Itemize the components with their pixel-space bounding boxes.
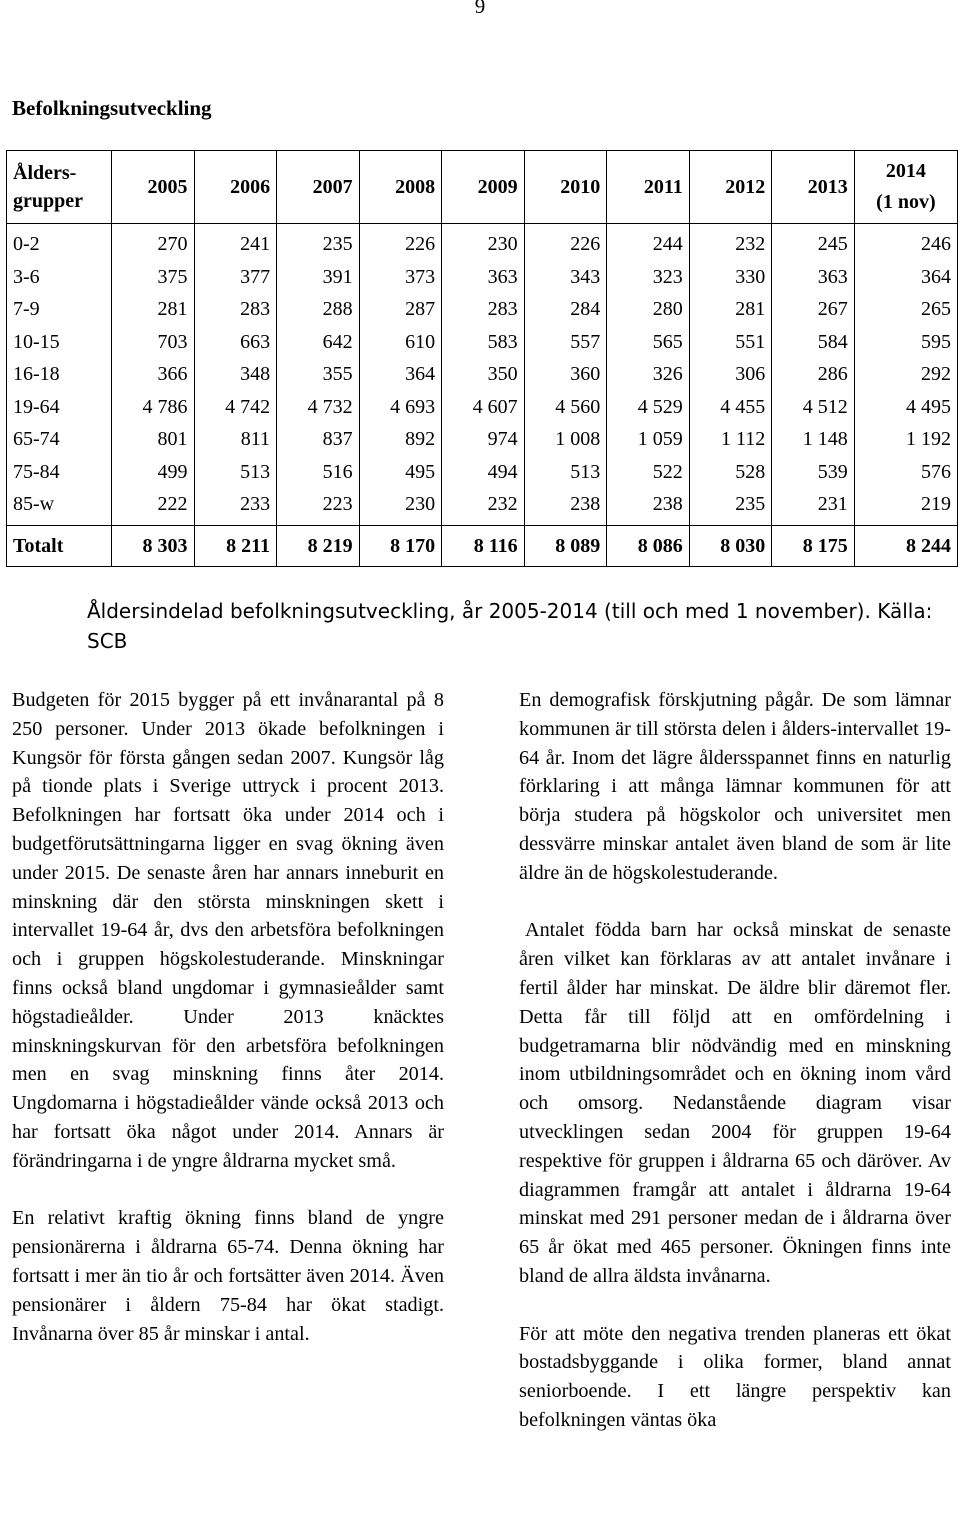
total-row: [7, 525, 958, 566]
age-group-cell: 85-w: [7, 488, 112, 525]
right-paragraph-3: För att möte den negativa trenden planeras ett ökat bostadsbyggande i olika former, bland annat seniorboende. I ett längre perspektiv kan befolkningen väntas öka: [519, 1322, 951, 1431]
value-cell: 837: [277, 423, 360, 456]
value-cell: 1 148: [772, 423, 855, 456]
total-value-cell: 8 170: [359, 525, 442, 566]
value-cell: 4 742: [194, 391, 277, 424]
value-cell: 513: [194, 456, 277, 489]
value-cell: 516: [277, 456, 360, 489]
total-value-cell: 8 089: [524, 525, 607, 566]
year-header-2014: [854, 151, 957, 224]
value-cell: 576: [854, 456, 957, 489]
year-header: 2005: [112, 151, 195, 224]
value-cell: 233: [194, 488, 277, 525]
year-header: 2012: [689, 151, 772, 224]
value-cell: 583: [442, 326, 525, 359]
value-cell: 4 495: [854, 391, 957, 424]
value-cell: 235: [689, 488, 772, 525]
value-cell: 241: [194, 224, 277, 261]
value-cell: 375: [112, 261, 195, 294]
total-value-cell: 8 030: [689, 525, 772, 566]
total-value-cell: 8 086: [607, 525, 690, 566]
value-cell: 584: [772, 326, 855, 359]
value-cell: 280: [607, 293, 690, 326]
value-cell: 330: [689, 261, 772, 294]
value-cell: 232: [442, 488, 525, 525]
value-cell: 363: [442, 261, 525, 294]
value-cell: 232: [689, 224, 772, 261]
left-paragraph-1: Budgeten för 2015 bygger på ett invånarantal på 8 250 personer. Under 2013 ökade befolkningen i Kungsör för första gången sedan 2007. Kungsör låg på tionde plats i Sverige uttryck i procent 2013. Befolkningen har fortsatt öka under 2014 och i budgetförutsättningarna ligger en svag ökning även under 2015. De senaste åren har annars inneburit en minskning där den största minskningen skett i intervallet 19-64 år, dvs den arbetsföra befolkningen och i gruppen högskolestuderande. Minskningar finns också bland ungdomar i gymnasieålder samt högstadieålder. Under 2013 knäcktes minskningskurvan för den arbetsföra befolkningen men en svag minskning finns åter 2014. Ungdomarna i högstadieålder vände också 2013 och har fortsatt öka något under 2014. Annars är förändringarna i de yngre åldrarna mycket små.: [12, 689, 444, 1172]
value-cell: 231: [772, 488, 855, 525]
value-cell: 226: [524, 224, 607, 261]
value-cell: 557: [524, 326, 607, 359]
value-cell: 348: [194, 358, 277, 391]
year-header: 2010: [524, 151, 607, 224]
year-header: 2013: [772, 151, 855, 224]
value-cell: 222: [112, 488, 195, 525]
age-group-cell: 16-18: [7, 358, 112, 391]
value-cell: 306: [689, 358, 772, 391]
value-cell: 244: [607, 224, 690, 261]
value-cell: 366: [112, 358, 195, 391]
value-cell: 238: [524, 488, 607, 525]
value-cell: 811: [194, 423, 277, 456]
value-cell: 494: [442, 456, 525, 489]
total-value-cell: 8 219: [277, 525, 360, 566]
value-cell: 288: [277, 293, 360, 326]
value-cell: 373: [359, 261, 442, 294]
value-cell: 377: [194, 261, 277, 294]
value-cell: 565: [607, 326, 690, 359]
year-header: 2007: [277, 151, 360, 224]
value-cell: 495: [359, 456, 442, 489]
value-cell: 245: [772, 224, 855, 261]
table-row: [7, 261, 958, 294]
value-cell: 343: [524, 261, 607, 294]
value-cell: 801: [112, 423, 195, 456]
value-cell: 364: [359, 358, 442, 391]
total-value-cell: 8 116: [442, 525, 525, 566]
table-body: [7, 224, 958, 526]
value-cell: 539: [772, 456, 855, 489]
age-group-cell: 65-74: [7, 423, 112, 456]
table-row: [7, 488, 958, 525]
total-label: Totalt: [7, 525, 112, 566]
value-cell: 663: [194, 326, 277, 359]
left-paragraph-2: En relativt kraftig ökning finns bland de yngre pensionärerna i åldrarna 65-74. Denna ökning har fortsatt i mer än tio år och fortsätter även 2014. Även pensionärer i åldern 75-84 har ökat stadigt. Invånarna över 85 år minskar i antal.: [12, 1207, 444, 1345]
right-text-column: [519, 686, 951, 1435]
age-group-cell: 75-84: [7, 456, 112, 489]
table-row: [7, 358, 958, 391]
population-table: [6, 150, 958, 567]
year-header-2014-line1: 2014: [885, 160, 926, 182]
age-group-cell: 3-6: [7, 261, 112, 294]
value-cell: 1 112: [689, 423, 772, 456]
year-header: 2006: [194, 151, 277, 224]
value-cell: 364: [854, 261, 957, 294]
table-row: [7, 456, 958, 489]
year-header: 2009: [442, 151, 525, 224]
value-cell: 595: [854, 326, 957, 359]
table-caption: Åldersindelad befolkningsutveckling, år 2005-2014 (till och med 1 november). Källa: SCB: [87, 599, 933, 653]
value-cell: 350: [442, 358, 525, 391]
age-group-cell: 19-64: [7, 391, 112, 424]
value-cell: 235: [277, 224, 360, 261]
value-cell: 610: [359, 326, 442, 359]
value-cell: 1 059: [607, 423, 690, 456]
value-cell: 4 693: [359, 391, 442, 424]
value-cell: 292: [854, 358, 957, 391]
value-cell: 323: [607, 261, 690, 294]
table-row: [7, 423, 958, 456]
age-group-header: [7, 151, 112, 224]
value-cell: 283: [442, 293, 525, 326]
right-paragraph-1: En demografisk förskjutning pågår. De som lämnar kommunen är till största delen i ålders-intervallet 19-64 år. Inom det lägre åldersspannet finns en naturlig förklaring i att många lämnar kommunen för att börja studera på högskolor och universitet men dessvärre minskar antalet även bland de som är lite äldre än de högskolestuderande.: [519, 689, 951, 884]
value-cell: 286: [772, 358, 855, 391]
value-cell: 499: [112, 456, 195, 489]
section-title: Befolkningsutveckling: [12, 96, 212, 120]
value-cell: 238: [607, 488, 690, 525]
value-cell: 284: [524, 293, 607, 326]
value-cell: 223: [277, 488, 360, 525]
value-cell: 267: [772, 293, 855, 326]
value-cell: 642: [277, 326, 360, 359]
value-cell: 281: [689, 293, 772, 326]
year-header: 2011: [607, 151, 690, 224]
total-value-cell: 8 244: [854, 525, 957, 566]
value-cell: 513: [524, 456, 607, 489]
year-header-2014-line2: (1 nov): [876, 191, 936, 213]
value-cell: 363: [772, 261, 855, 294]
value-cell: 4 529: [607, 391, 690, 424]
table-row: [7, 224, 958, 261]
right-paragraph-2: Antalet födda barn har också minskat de senaste åren vilket kan förklaras av att antalet invånare i fertil ålder har minskat. De äldre blir däremot fler. Detta får till följd att en omfördelning i budgetramarna blir nödvändig med en minskning inom utbildningsområdet och en ökning inom vård och omsorg. Nedanstående diagram visar utvecklingen sedan 2004 för gruppen 19-64 respektive för gruppen i åldrarna 65 och däröver. Av diagrammen framgår att antalet i åldrarna 19-64 minskat med 291 personer medan de i åldrarna över 65 år ökat med 465 personer. Ökningen finns inte bland de allra äldsta invånarna.: [519, 919, 951, 1287]
age-group-cell: 0-2: [7, 224, 112, 261]
value-cell: 226: [359, 224, 442, 261]
table-row: [7, 391, 958, 424]
value-cell: 4 455: [689, 391, 772, 424]
value-cell: 528: [689, 456, 772, 489]
value-cell: 219: [854, 488, 957, 525]
value-cell: 892: [359, 423, 442, 456]
value-cell: 360: [524, 358, 607, 391]
value-cell: 391: [277, 261, 360, 294]
value-cell: 4 732: [277, 391, 360, 424]
total-value-cell: 8 175: [772, 525, 855, 566]
value-cell: 283: [194, 293, 277, 326]
table-row: [7, 326, 958, 359]
age-group-header-line2: grupper: [13, 190, 83, 212]
age-group-cell: 10-15: [7, 326, 112, 359]
year-header: 2008: [359, 151, 442, 224]
value-cell: 230: [442, 224, 525, 261]
left-text-column: [12, 686, 444, 1348]
value-cell: 326: [607, 358, 690, 391]
value-cell: 1 192: [854, 423, 957, 456]
value-cell: 974: [442, 423, 525, 456]
total-value-cell: 8 303: [112, 525, 195, 566]
value-cell: 246: [854, 224, 957, 261]
value-cell: 4 786: [112, 391, 195, 424]
value-cell: 270: [112, 224, 195, 261]
page-number: 9: [474, 0, 486, 18]
value-cell: 4 560: [524, 391, 607, 424]
value-cell: 4 512: [772, 391, 855, 424]
value-cell: 1 008: [524, 423, 607, 456]
table-row: [7, 293, 958, 326]
value-cell: 4 607: [442, 391, 525, 424]
value-cell: 287: [359, 293, 442, 326]
value-cell: 355: [277, 358, 360, 391]
value-cell: 265: [854, 293, 957, 326]
age-group-cell: 7-9: [7, 293, 112, 326]
value-cell: 703: [112, 326, 195, 359]
value-cell: 522: [607, 456, 690, 489]
value-cell: 281: [112, 293, 195, 326]
total-value-cell: 8 211: [194, 525, 277, 566]
table-header-row: [7, 151, 958, 224]
age-group-header-line1: Ålders-: [13, 162, 77, 184]
value-cell: 230: [359, 488, 442, 525]
value-cell: 551: [689, 326, 772, 359]
